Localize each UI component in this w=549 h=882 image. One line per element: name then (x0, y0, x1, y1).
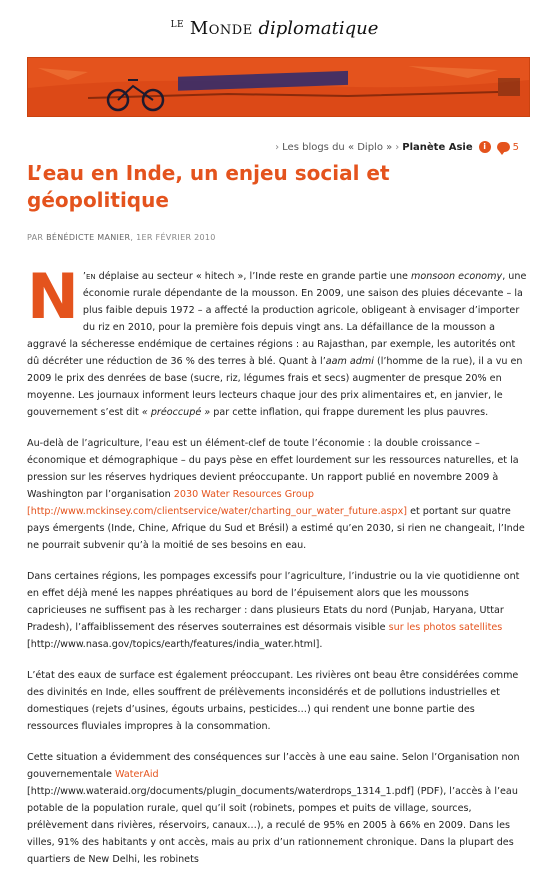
paragraph-5 (27, 749, 527, 868)
p1-text-b: , une économie rurale dépendante de la mousson. En 2009, une saison des pluies décevante – la plus faible depuis 1972 – a affecté la production agricole, obligeant à envisager d’importer du riz en 2010, pour la première fois depuis vingt ans. La défaillance de la mousson a aggravé la sécheresse endémique de certaines régions : au Rajasthan, par exemple, les autorités ont dû décréter une réduction de 36 % des terres à blé. Quant à l’ (27, 271, 527, 367)
paragraph-3 (27, 568, 527, 653)
byline-author[interactable]: BÉNÉDICTE MANIER (46, 233, 131, 242)
link-wateraid[interactable]: WaterAid (114, 769, 159, 780)
breadcrumb-current-blog[interactable]: Planète Asie (402, 141, 473, 153)
byline-prefix: PAR (27, 233, 44, 242)
masthead-diplomatique: diplomatique (258, 18, 379, 39)
byline-date: 1ER FÉVRIER 2010 (136, 233, 216, 242)
masthead-le: LE (170, 20, 185, 30)
p1-text-d: par cette inflation, qui frappe durement les plus pauvres. (210, 407, 489, 418)
p3-text-a: Dans certaines régions, les pompages excessifs pour l’agriculture, l’industrie ou la vie quotidienne ont en effet déjà mené les nappes phréatiques au bord de l’épuisement alors que les moussons capricieuses ne suffisent pas à les recharger : dans plusieurs Etats du nord (Punjab, Haryana, Uttar Pradesh), l’affaiblissement des réserves souterraines est désormais visible (27, 571, 520, 633)
info-icon[interactable]: i (479, 141, 491, 153)
p1-em-aam-admi: aam admi (325, 356, 374, 367)
masthead-logo[interactable] (0, 18, 549, 39)
article-body (27, 260, 527, 882)
p5-text-a: Cette situation a évidemment des conséquences sur l’accès à une eau saine. Selon l’Organisation non gouvernementale (27, 752, 520, 780)
p1-text-c: (l’homme de la rue), il a vu en 2009 le prix des denrées de base (sucre, riz, légumes frais et secs) augmenter de presque 20% en moyenne. Les journaux informent leurs lecteurs chaque jour des prix alimentaires et, en janvier, le gouvernement s’est dit (27, 356, 523, 418)
breadcrumb-separator: › (395, 141, 400, 153)
paragraph-4: L’état des eaux de surface est également préoccupant. Les rivières ont beau être considérées comme des divinités en Inde, elles souffrent de prélèvements inconsidérés et de pollutions industrielles et domestiques (rejets d’usines, égouts urbains, pesticides…) qui rendent une bonne partie des ressources fluviales impropres à la consommation. (27, 670, 519, 732)
p1-text-a: déplaise au secteur « hitech », l’Inde reste en grande partie une (95, 271, 412, 282)
article-title: L’eau en Inde, un enjeu social et géopolitique (27, 161, 390, 212)
paragraph-2 (27, 435, 527, 554)
masthead-monde: Monde (189, 18, 253, 39)
comment-count[interactable]: 5 (512, 141, 519, 153)
p1-first-word: ’en (82, 271, 96, 282)
breadcrumb-blogs-link[interactable]: Les blogs du « Diplo » (282, 141, 393, 153)
p2-text-a: Au-delà de l’agriculture, l’eau est un élément-clef de toute l’économie : la double croissance – économique et démographique – du pays pèse en effet lourdement sur les ressources naturelles, et la pression sur les réserves hydriques devient préoccupante. Un rapport publié en novembre 2009 à Washington par l’organisation (27, 438, 519, 500)
article-byline: PAR BÉNÉDICTE MANIER, 1ER FÉVRIER 2010 (27, 233, 216, 242)
blog-breadcrumb (275, 141, 519, 153)
link-2030-water-resources-group[interactable]: 2030 Water Resources Group [http://www.mckinsey.com/clientservice/water/charting_our_water_future.aspx] (27, 489, 408, 517)
p1-em-preoccupe: « préoccupé » (141, 407, 211, 418)
breadcrumb-separator: › (275, 141, 280, 153)
paragraph-1 (27, 260, 527, 421)
p3-text-b: [http://www.nasa.gov/topics/earth/features/india_water.html]. (27, 639, 323, 650)
comment-bubble-icon[interactable] (497, 142, 510, 152)
blog-banner-illustration (27, 57, 530, 117)
banner-artwork (28, 58, 529, 116)
drop-cap: N (27, 260, 79, 333)
link-satellite-photos[interactable]: sur les photos satellites (388, 622, 503, 633)
p2-text-b: et portant sur quatre pays émergents (Inde, Chine, Afrique du Sud et Brésil) a estimé qu’en 2030, si rien ne changeait, l’Inde ne pourrait subvenir qu’à la moitié de ses besoins en eau. (27, 506, 525, 551)
p5-text-b: [http://www.wateraid.org/documents/plugin_documents/waterdrops_1314_1.pdf] (PDF), l’accès à l’eau potable de la population rurale, quel qu’il soit (robinets, pompes et puits de village, sources, prélèvement dans rivières, réservoirs, canaux…), a reculé de 95% en 2005 à 66% en 2009. Dans les villes, 91% des habitants y ont accès, mais au prix d’un rationnement chronique. Dans la plupart des quartiers de New Delhi, les robinets (27, 786, 518, 865)
p1-em-monsoon: monsoon economy (411, 271, 503, 282)
